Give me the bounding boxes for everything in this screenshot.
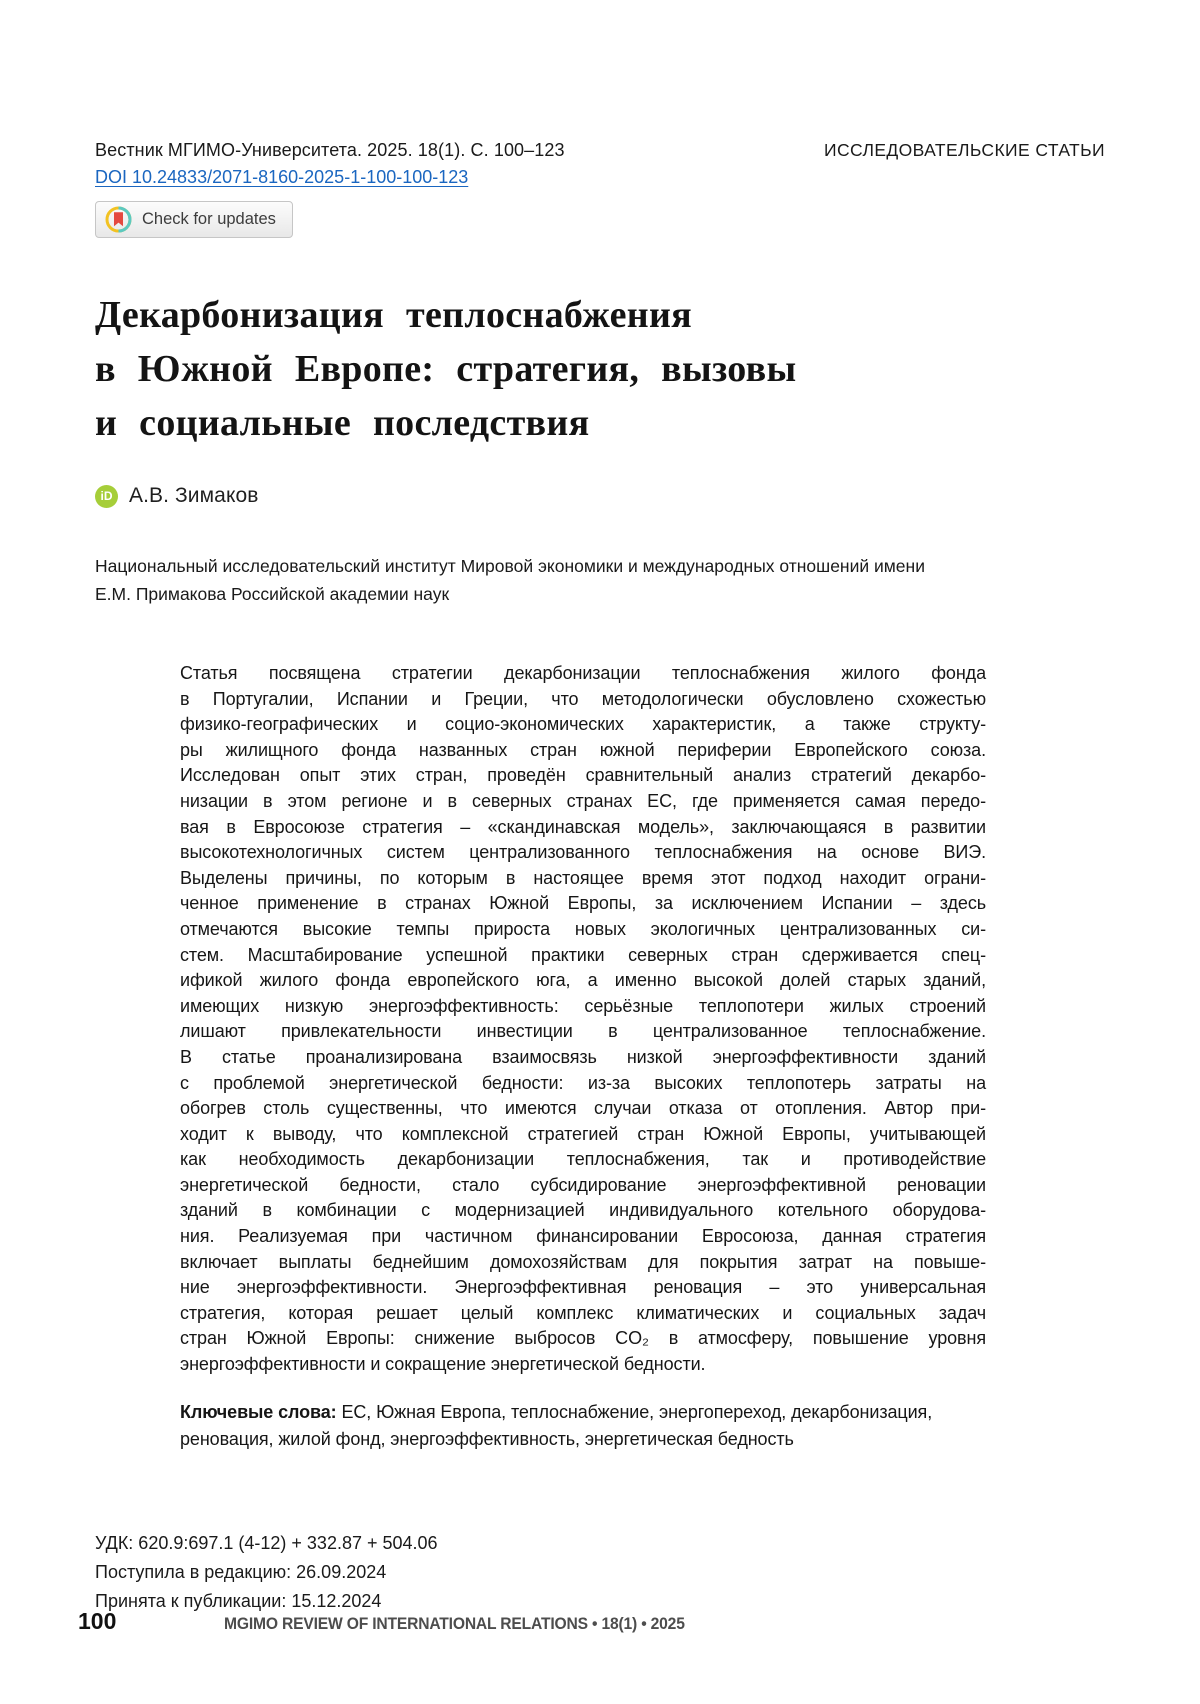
article-title	[95, 288, 1105, 450]
page-footer	[78, 1608, 725, 1635]
abstract-line: Выделены причины, по которым в настоящее время этот подход находит ограни-	[180, 867, 986, 888]
abstract-line: высокотехнологичных систем централизованного теплоснабжения на основе ВИЭ.	[180, 842, 986, 863]
abstract-line: энергетической бедности, стало субсидирование энергоэффективной реновации	[180, 1174, 986, 1195]
journal-info	[95, 138, 565, 189]
abstract-line: В статье проанализирована взаимосвязь низкой энергоэффективности зданий	[180, 1046, 986, 1067]
doi-link[interactable]: DOI 10.24833/2071-8160-2025-1-100-100-123	[95, 167, 469, 187]
abstract-line: физико-географических и социо-экономических характеристик, а также структу-	[180, 714, 986, 735]
title-line: Декарбонизация теплоснабжения	[95, 294, 693, 336]
abstract-line: лишают привлекательности инвестиции в централизованное теплоснабжение.	[180, 1021, 986, 1042]
abstract-line: ния. Реализуемая при частичном финансировании Евросоюза, данная стратегия	[180, 1226, 986, 1247]
abstract-line: с проблемой энергетической бедности: из-за высоких теплопотерь затраты на	[180, 1072, 986, 1093]
article-meta	[95, 1529, 1105, 1616]
abstract-line: как необходимость декарбонизации теплоснабжения, так и противодействие	[180, 1149, 986, 1170]
abstract-line: стран Южной Европы: снижение выбросов CO₂ в атмосферу, повышение уровня	[180, 1328, 986, 1349]
abstract-line: в Португалии, Испании и Греции, что методологически обусловлено схожестью	[180, 688, 986, 709]
check-for-updates-label: Check for updates	[142, 210, 276, 228]
title-line: и социальные последствия	[95, 402, 590, 444]
abstract-line: обогрев столь существенны, что имеются случаи отказа от отопления. Автор при-	[180, 1098, 986, 1119]
abstract-line: отмечаются высокие темпы прироста новых экологичных централизованных си-	[180, 918, 986, 939]
abstract-line: включает выплаты беднейшим домохозяйствам для покрытия затрат на повыше-	[180, 1251, 986, 1272]
title-line: в Южной Европе: стратегия, вызовы	[95, 348, 797, 390]
affiliation-line: Национальный исследовательский институт Мировой экономики и международных отношений имени	[95, 556, 925, 576]
abstract-line: ходит к выводу, что комплексной стратегией стран Южной Европы, учитывающей	[180, 1123, 986, 1144]
abstract-line: ченное применение в странах Южной Европы, за исключением Испании – здесь	[180, 893, 986, 914]
running-footer-journal: MGIMO REVIEW OF INTERNATIONAL RELATIONS • 18(1) • 2025	[224, 1614, 686, 1633]
accepted-line: Принята к публикации: 15.12.2024	[95, 1590, 382, 1611]
crossmark-icon	[105, 206, 132, 233]
abstract	[180, 661, 986, 1378]
abstract-line: вая в Евросоюзе стратегия – «скандинавская модель», заключающаяся в развитии	[180, 816, 986, 837]
page-header	[95, 0, 1105, 189]
abstract-line: ние энергоэффективности. Энергоэффективная реновация – это универсальная	[180, 1277, 986, 1298]
keywords-text: ЕС, Южная Европа, теплоснабжение, энергопереход, декарбонизация, реновация, жилой фонд, энергоэффективность, энергетическая бедность	[180, 1401, 933, 1449]
abstract-line: Статья посвящена стратегии декарбонизации теплоснабжения жилого фонда	[180, 663, 986, 683]
abstract-line: энергоэффективности и сокращение энергетической бедности.	[180, 1354, 706, 1375]
check-for-updates-button[interactable]	[95, 201, 293, 238]
page-number: 100	[78, 1608, 117, 1634]
author-name: А.В. Зимаков	[129, 484, 259, 507]
abstract-line: ификой жилого фонда европейского юга, а именно высокой долей старых зданий,	[180, 970, 986, 991]
affiliation	[95, 552, 1105, 608]
received-line: Поступила в редакцию: 26.09.2024	[95, 1561, 387, 1582]
abstract-line: ры жилищного фонда названных стран южной периферии Европейского союза.	[180, 739, 986, 760]
orcid-icon[interactable]: iD	[95, 485, 118, 508]
abstract-line: стем. Масштабирование успешной практики северных стран сдерживается спец-	[180, 944, 986, 965]
abstract-line: имеющих низкую энергоэффективность: серьёзные теплопотери жилых строений	[180, 995, 986, 1016]
journal-citation: Вестник МГИМО-Университета. 2025. 18(1). С. 100–123	[95, 140, 565, 160]
author-row	[95, 484, 1105, 508]
abstract-line: стратегия, которая решает целый комплекс климатических и социальных задач	[180, 1302, 986, 1323]
udk-line: УДК: 620.9:697.1 (4-12) + 332.87 + 504.06	[95, 1532, 438, 1553]
affiliation-line: Е.М. Примакова Российской академии наук	[95, 584, 450, 604]
section-label: ИССЛЕДОВАТЕЛЬСКИЕ СТАТЬИ	[823, 140, 1105, 160]
keywords-label: Ключевые слова:	[180, 1401, 337, 1422]
keywords	[180, 1399, 986, 1453]
abstract-line: низации в этом регионе и в северных странах ЕС, где применяется самая передо-	[180, 790, 986, 811]
abstract-line: Исследован опыт этих стран, проведён сравнительный анализ стратегий декарбо-	[180, 765, 986, 786]
abstract-line: зданий в комбинации с модернизацией индивидуального котельного оборудова-	[180, 1200, 986, 1221]
